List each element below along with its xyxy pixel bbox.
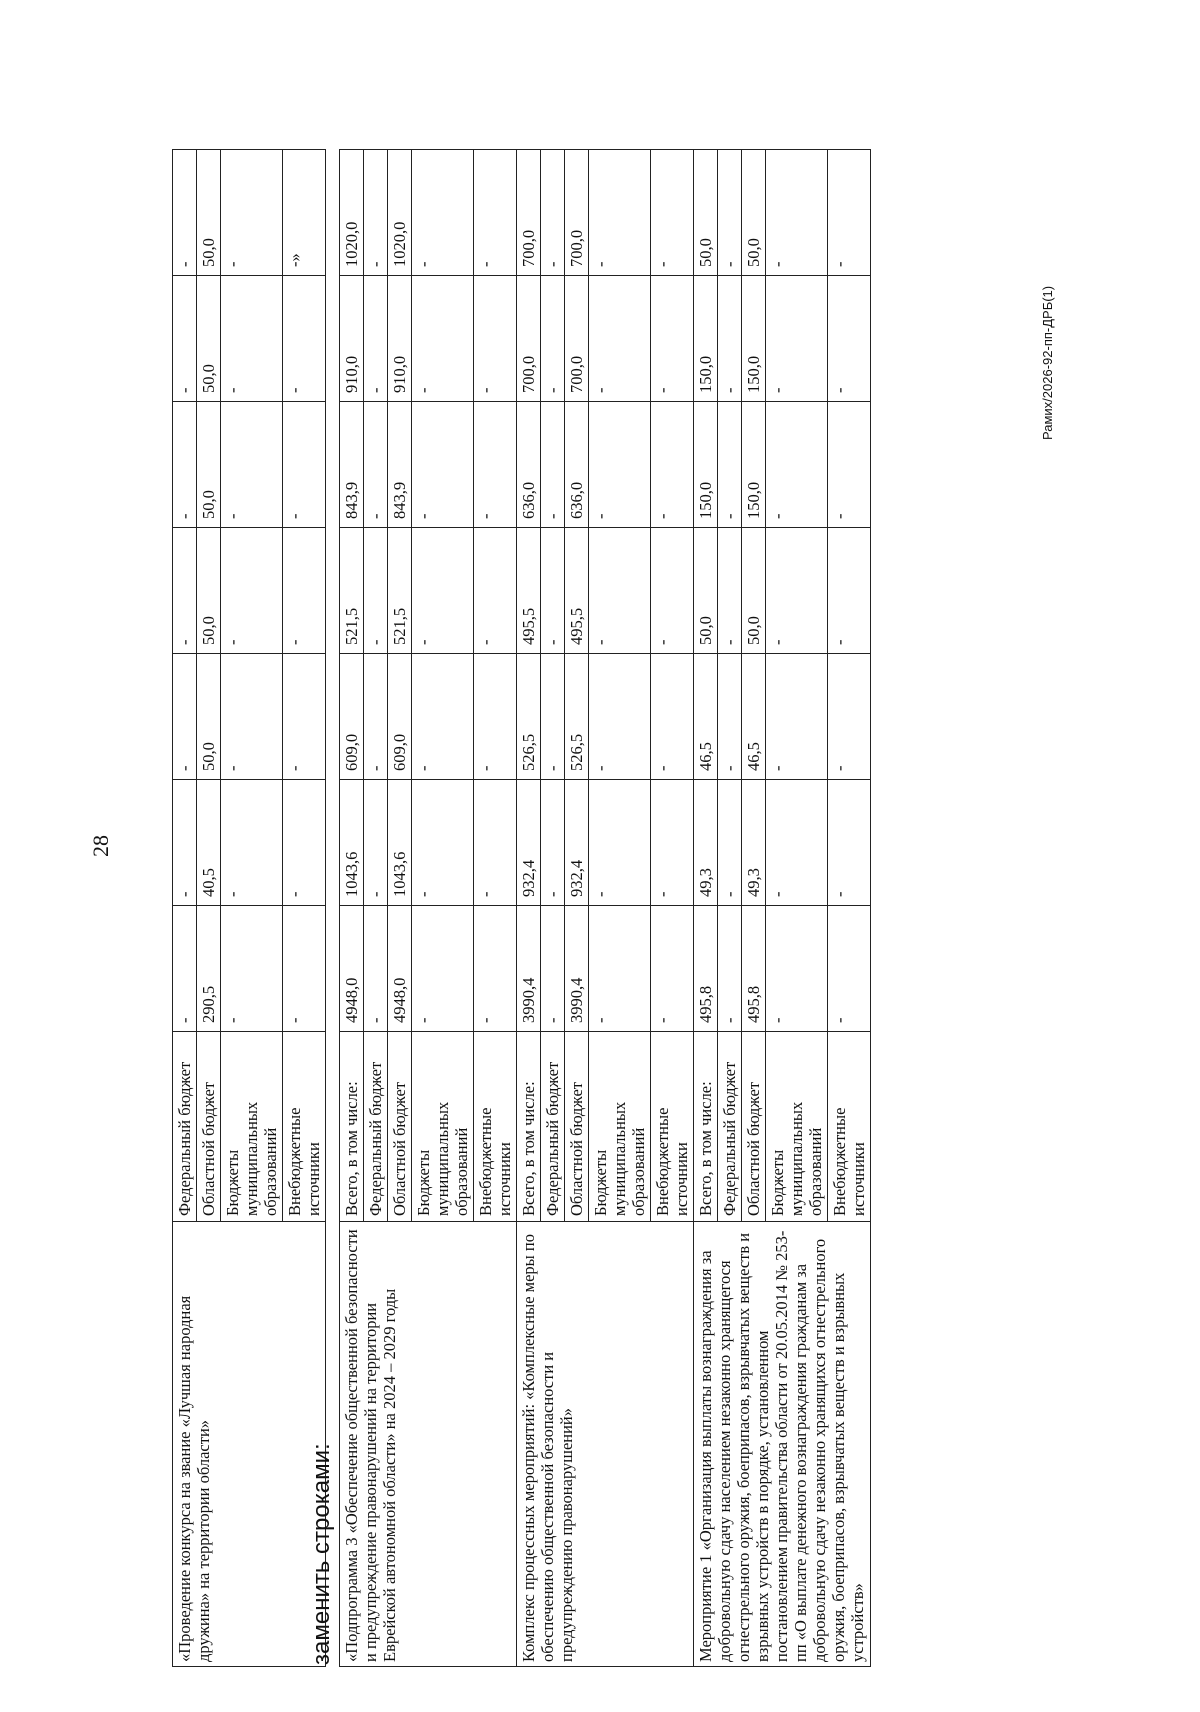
funding-source-cell: Бюджеты муниципальных образований <box>221 1032 283 1222</box>
amount-cell: - <box>474 276 517 402</box>
funding-source-cell: Федеральный бюджет <box>364 1032 388 1222</box>
program-name-cell: Комплекс процессных мероприятий: «Комплексные меры по обеспечению общественной безопасности и предупреждению правонарушений» <box>517 1222 694 1667</box>
amount-cell: - <box>651 276 694 402</box>
amount-cell: 3990,4 <box>565 906 589 1032</box>
amount-cell: 46,5 <box>742 654 766 780</box>
amount-cell: - <box>474 654 517 780</box>
amount-cell: -» <box>283 150 326 276</box>
amount-cell: - <box>283 402 326 528</box>
amount-cell: 50,0 <box>197 276 221 402</box>
amount-cell: - <box>412 528 474 654</box>
amount-cell: - <box>651 528 694 654</box>
program-name-cell: «Проведение конкурса на звание «Лучшая народная дружина» на территории области» <box>173 1222 326 1667</box>
amount-cell: 3990,4 <box>517 906 541 1032</box>
amount-cell: 843,9 <box>340 402 364 528</box>
amount-cell: - <box>221 402 283 528</box>
amount-cell: - <box>474 402 517 528</box>
amount-cell: - <box>828 402 871 528</box>
amount-cell: - <box>589 780 651 906</box>
amount-cell: - <box>221 150 283 276</box>
amount-cell: 700,0 <box>517 276 541 402</box>
amount-cell: 50,0 <box>197 654 221 780</box>
amount-cell: 4948,0 <box>388 906 412 1032</box>
amount-cell: 1043,6 <box>388 780 412 906</box>
amount-cell: 50,0 <box>197 402 221 528</box>
amount-cell: - <box>718 276 742 402</box>
amount-cell: 700,0 <box>565 150 589 276</box>
amount-cell: - <box>412 780 474 906</box>
amount-cell: - <box>364 906 388 1032</box>
amount-cell: - <box>651 780 694 906</box>
budget-table-replacement <box>339 149 871 1667</box>
table-row <box>173 150 197 1667</box>
amount-cell: 50,0 <box>742 150 766 276</box>
amount-cell: 1020,0 <box>340 150 364 276</box>
amount-cell: - <box>766 528 828 654</box>
amount-cell: - <box>589 528 651 654</box>
amount-cell: - <box>766 654 828 780</box>
amount-cell: - <box>283 654 326 780</box>
amount-cell: - <box>364 528 388 654</box>
amount-cell: 609,0 <box>340 654 364 780</box>
amount-cell: 49,3 <box>742 780 766 906</box>
amount-cell: - <box>221 780 283 906</box>
amount-cell: - <box>541 402 565 528</box>
amount-cell: 150,0 <box>694 276 718 402</box>
amount-cell: - <box>718 402 742 528</box>
funding-source-cell: Всего, в том числе: <box>340 1032 364 1222</box>
amount-cell: 49,3 <box>694 780 718 906</box>
amount-cell: - <box>412 276 474 402</box>
amount-cell: 495,8 <box>742 906 766 1032</box>
amount-cell: - <box>283 780 326 906</box>
amount-cell: - <box>718 150 742 276</box>
amount-cell: - <box>541 780 565 906</box>
amount-cell: - <box>541 528 565 654</box>
amount-cell: - <box>173 780 197 906</box>
amount-cell: - <box>828 528 871 654</box>
amount-cell: 495,5 <box>565 528 589 654</box>
funding-source-cell: Федеральный бюджет <box>173 1032 197 1222</box>
amount-cell: - <box>412 402 474 528</box>
amount-cell: 932,4 <box>565 780 589 906</box>
amount-cell: - <box>766 402 828 528</box>
amount-cell: 50,0 <box>694 150 718 276</box>
amount-cell: - <box>766 150 828 276</box>
funding-source-cell: Федеральный бюджет <box>718 1032 742 1222</box>
amount-cell: 4948,0 <box>340 906 364 1032</box>
amount-cell: - <box>541 150 565 276</box>
amount-cell: - <box>412 150 474 276</box>
amount-cell: 609,0 <box>388 654 412 780</box>
amount-cell: - <box>283 906 326 1032</box>
amount-cell: 40,5 <box>197 780 221 906</box>
amount-cell: 700,0 <box>517 150 541 276</box>
amount-cell: - <box>173 654 197 780</box>
amount-cell: - <box>221 654 283 780</box>
amount-cell: 700,0 <box>565 276 589 402</box>
amount-cell: 843,9 <box>388 402 412 528</box>
amount-cell: 521,5 <box>340 528 364 654</box>
amount-cell: 50,0 <box>197 150 221 276</box>
amount-cell: - <box>651 402 694 528</box>
amount-cell: 636,0 <box>565 402 589 528</box>
amount-cell: - <box>718 780 742 906</box>
funding-source-cell: Областной бюджет <box>197 1032 221 1222</box>
amount-cell: - <box>651 906 694 1032</box>
amount-cell: - <box>541 906 565 1032</box>
amount-cell: - <box>364 402 388 528</box>
amount-cell: - <box>474 780 517 906</box>
amount-cell: 50,0 <box>694 528 718 654</box>
table-row <box>694 150 718 1667</box>
amount-cell: - <box>651 654 694 780</box>
funding-source-cell: Областной бюджет <box>565 1032 589 1222</box>
funding-source-cell: Всего, в том числе: <box>694 1032 718 1222</box>
amount-cell: - <box>364 780 388 906</box>
funding-source-cell: Внебюджетные источники <box>651 1032 694 1222</box>
funding-source-cell: Федеральный бюджет <box>541 1032 565 1222</box>
rotated-budget-table-area <box>172 87 1062 1667</box>
amount-cell: - <box>173 528 197 654</box>
amount-cell: - <box>766 276 828 402</box>
funding-source-cell: Бюджеты муниципальных образований <box>766 1032 828 1222</box>
amount-cell: 46,5 <box>694 654 718 780</box>
amount-cell: - <box>589 150 651 276</box>
amount-cell: - <box>766 780 828 906</box>
funding-source-cell: Бюджеты муниципальных образований <box>412 1032 474 1222</box>
amount-cell: 50,0 <box>742 528 766 654</box>
page-number: 28 <box>88 835 113 857</box>
amount-cell: - <box>283 528 326 654</box>
amount-cell: - <box>541 276 565 402</box>
amount-cell: 495,5 <box>517 528 541 654</box>
amount-cell: - <box>828 276 871 402</box>
amount-cell: - <box>221 528 283 654</box>
replace-heading: заменить строками: <box>308 1443 335 1665</box>
amount-cell: 150,0 <box>742 276 766 402</box>
amount-cell: - <box>589 402 651 528</box>
table-row <box>517 150 541 1667</box>
amount-cell: - <box>589 276 651 402</box>
funding-source-cell: Бюджеты муниципальных образований <box>589 1032 651 1222</box>
amount-cell: - <box>474 528 517 654</box>
amount-cell: - <box>766 906 828 1032</box>
amount-cell: - <box>718 906 742 1032</box>
amount-cell: - <box>589 654 651 780</box>
budget-table-previous <box>172 149 326 1667</box>
amount-cell: 932,4 <box>517 780 541 906</box>
amount-cell: - <box>364 276 388 402</box>
amount-cell: 526,5 <box>565 654 589 780</box>
amount-cell: 1020,0 <box>388 150 412 276</box>
amount-cell: - <box>718 654 742 780</box>
amount-cell: 1043,6 <box>340 780 364 906</box>
amount-cell: - <box>283 276 326 402</box>
funding-source-cell: Внебюджетные источники <box>474 1032 517 1222</box>
funding-source-cell: Внебюджетные источники <box>283 1032 326 1222</box>
amount-cell: 150,0 <box>742 402 766 528</box>
funding-source-cell: Всего, в том числе: <box>517 1032 541 1222</box>
amount-cell: - <box>412 906 474 1032</box>
amount-cell: 526,5 <box>517 654 541 780</box>
program-name-cell: Мероприятие 1 «Организация выплаты вознаграждения за добровольную сдачу населением незаконно хранящегося огнестрельного оружия, боеприпасов, взрывчатых веществ и взрывных устройств в порядке, установленном постановлением правительства области от 20.05.2014 № 253-пп «О выплате денежного вознаграждения гражданам за добровольную сдачу незаконно хранящихся огнестрельного оружия, боеприпасов, взрывчатых веществ и взрывных устройств» <box>694 1222 871 1667</box>
amount-cell: 495,8 <box>694 906 718 1032</box>
amount-cell: - <box>173 276 197 402</box>
amount-cell: - <box>173 402 197 528</box>
amount-cell: - <box>541 654 565 780</box>
amount-cell: - <box>718 528 742 654</box>
amount-cell: - <box>364 150 388 276</box>
amount-cell: - <box>589 906 651 1032</box>
amount-cell: - <box>474 906 517 1032</box>
amount-cell: 150,0 <box>694 402 718 528</box>
amount-cell: - <box>651 150 694 276</box>
amount-cell: - <box>474 150 517 276</box>
amount-cell: - <box>364 654 388 780</box>
amount-cell: - <box>173 906 197 1032</box>
amount-cell: - <box>828 654 871 780</box>
amount-cell: 290,5 <box>197 906 221 1032</box>
table-row <box>340 150 364 1667</box>
program-name-cell: «Подпрограмма 3 «Обеспечение общественной безопасности и предупреждение правонарушений на территории Еврейской автономной области» на 2024 – 2029 годы <box>340 1222 517 1667</box>
amount-cell: - <box>828 780 871 906</box>
amount-cell: 636,0 <box>517 402 541 528</box>
funding-source-cell: Областной бюджет <box>742 1032 766 1222</box>
amount-cell: - <box>173 150 197 276</box>
funding-source-cell: Областной бюджет <box>388 1032 412 1222</box>
amount-cell: - <box>221 906 283 1032</box>
amount-cell: 910,0 <box>388 276 412 402</box>
amount-cell: - <box>828 150 871 276</box>
amount-cell: 521,5 <box>388 528 412 654</box>
amount-cell: 50,0 <box>197 528 221 654</box>
funding-source-cell: Внебюджетные источники <box>828 1032 871 1222</box>
amount-cell: - <box>221 276 283 402</box>
amount-cell: - <box>828 906 871 1032</box>
document-code: Рамих/2026-92-пп-ДРБ(1) <box>1040 285 1055 440</box>
amount-cell: 910,0 <box>340 276 364 402</box>
amount-cell: - <box>412 654 474 780</box>
